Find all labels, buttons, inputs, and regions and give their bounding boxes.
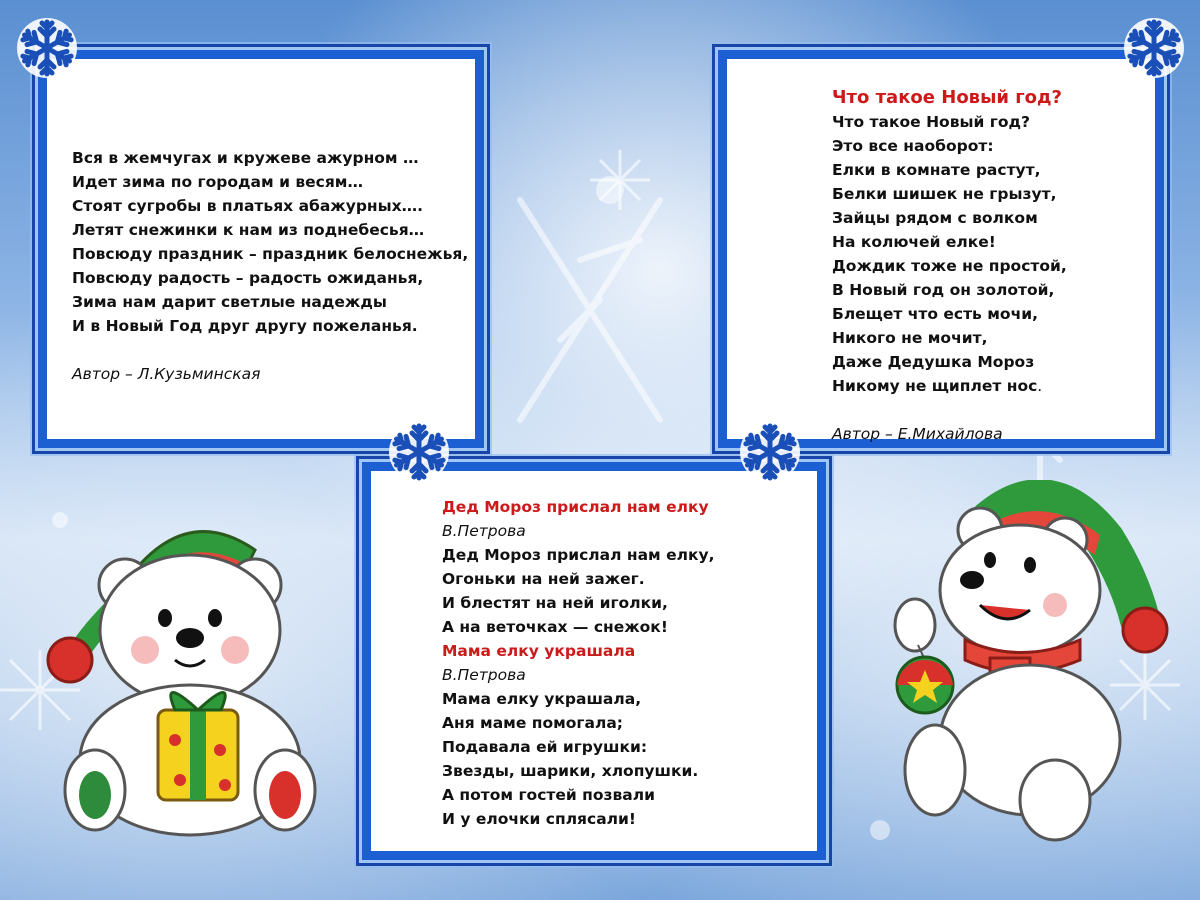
poem-line: Аня маме помогала; <box>442 714 624 732</box>
poem-line: И в Новый Год друг другу пожеланья. <box>72 317 418 335</box>
poem-line: Никого не мочит, <box>832 329 988 347</box>
poem-line: На колючей елке! <box>832 233 996 251</box>
right-poem-card <box>718 50 1164 448</box>
poem-line: Подавала ей игрушки: <box>442 738 648 756</box>
poem-line: Дождик тоже не простой, <box>832 257 1067 275</box>
snowflake-icon <box>738 420 802 484</box>
poem-line: Дед Мороз прислал нам елку, <box>442 546 715 564</box>
poem-line-punct: . <box>1037 377 1043 395</box>
poem-author: Автор – Е.Михайлова <box>832 425 1003 443</box>
poem-line: Блещет что есть мочи, <box>832 305 1038 323</box>
poem-title: Мама елку украшала <box>442 642 636 660</box>
poem-line: Это все наоборот: <box>832 137 994 155</box>
poem-title: Дед Мороз прислал нам елку <box>442 498 709 516</box>
poem-line: Летят снежинки к нам из поднебесья… <box>72 221 425 239</box>
teddy-bear-with-gift <box>40 510 350 840</box>
poem-line-last <box>832 374 1067 398</box>
poem-line: Стоят сугробы в платьях абажурных…. <box>72 197 424 215</box>
poem-line: А на веточках — снежок! <box>442 618 668 636</box>
poem-line: Повсюду праздник – праздник белоснежья, <box>72 245 469 263</box>
snowflake-icon <box>1122 16 1186 80</box>
poem-line: В Новый год он золотой, <box>832 281 1055 299</box>
poem-line-text: Никому не щиплет нос <box>832 377 1038 395</box>
left-poem-card <box>38 50 484 448</box>
right-poem <box>832 86 1067 446</box>
poem-line: Звезды, шарики, хлопушки. <box>442 762 699 780</box>
poem-line: И блестят на ней иголки, <box>442 594 668 612</box>
poem-line: Белки шишек не грызут, <box>832 185 1057 203</box>
snowflake-icon <box>15 16 79 80</box>
poem-author: В.Петрова <box>442 666 526 684</box>
snowflake-icon <box>387 420 451 484</box>
poem-line: Елки в комнате растут, <box>832 161 1041 179</box>
poem-title: Что такое Новый год? <box>832 87 1062 108</box>
poem-line: Идет зима по городам и весям… <box>72 173 363 191</box>
poem-line: И у елочки сплясали! <box>442 810 636 828</box>
center-poems <box>442 495 714 831</box>
poem-line: Повсюду радость – радость ожиданья, <box>72 269 424 287</box>
poem-line: Зима нам дарит светлые надежды <box>72 293 387 311</box>
teddy-bear-with-ornament <box>880 480 1180 850</box>
poem-line: А потом гостей позвали <box>442 786 655 804</box>
poem-line: Вся в жемчугах и кружеве ажурном … <box>72 149 419 167</box>
poem-line: Даже Дедушка Мороз <box>832 353 1035 371</box>
poem-line: Мама елку украшала, <box>442 690 642 708</box>
poem-author: В.Петрова <box>442 522 526 540</box>
left-poem <box>72 146 468 386</box>
poem-line: Огоньки на ней зажег. <box>442 570 645 588</box>
poem-line: Что такое Новый год? <box>832 113 1031 131</box>
poem-line: Зайцы рядом с волком <box>832 209 1038 227</box>
poem-author: Автор – Л.Кузьминская <box>72 365 261 383</box>
center-poem-card <box>362 462 826 860</box>
